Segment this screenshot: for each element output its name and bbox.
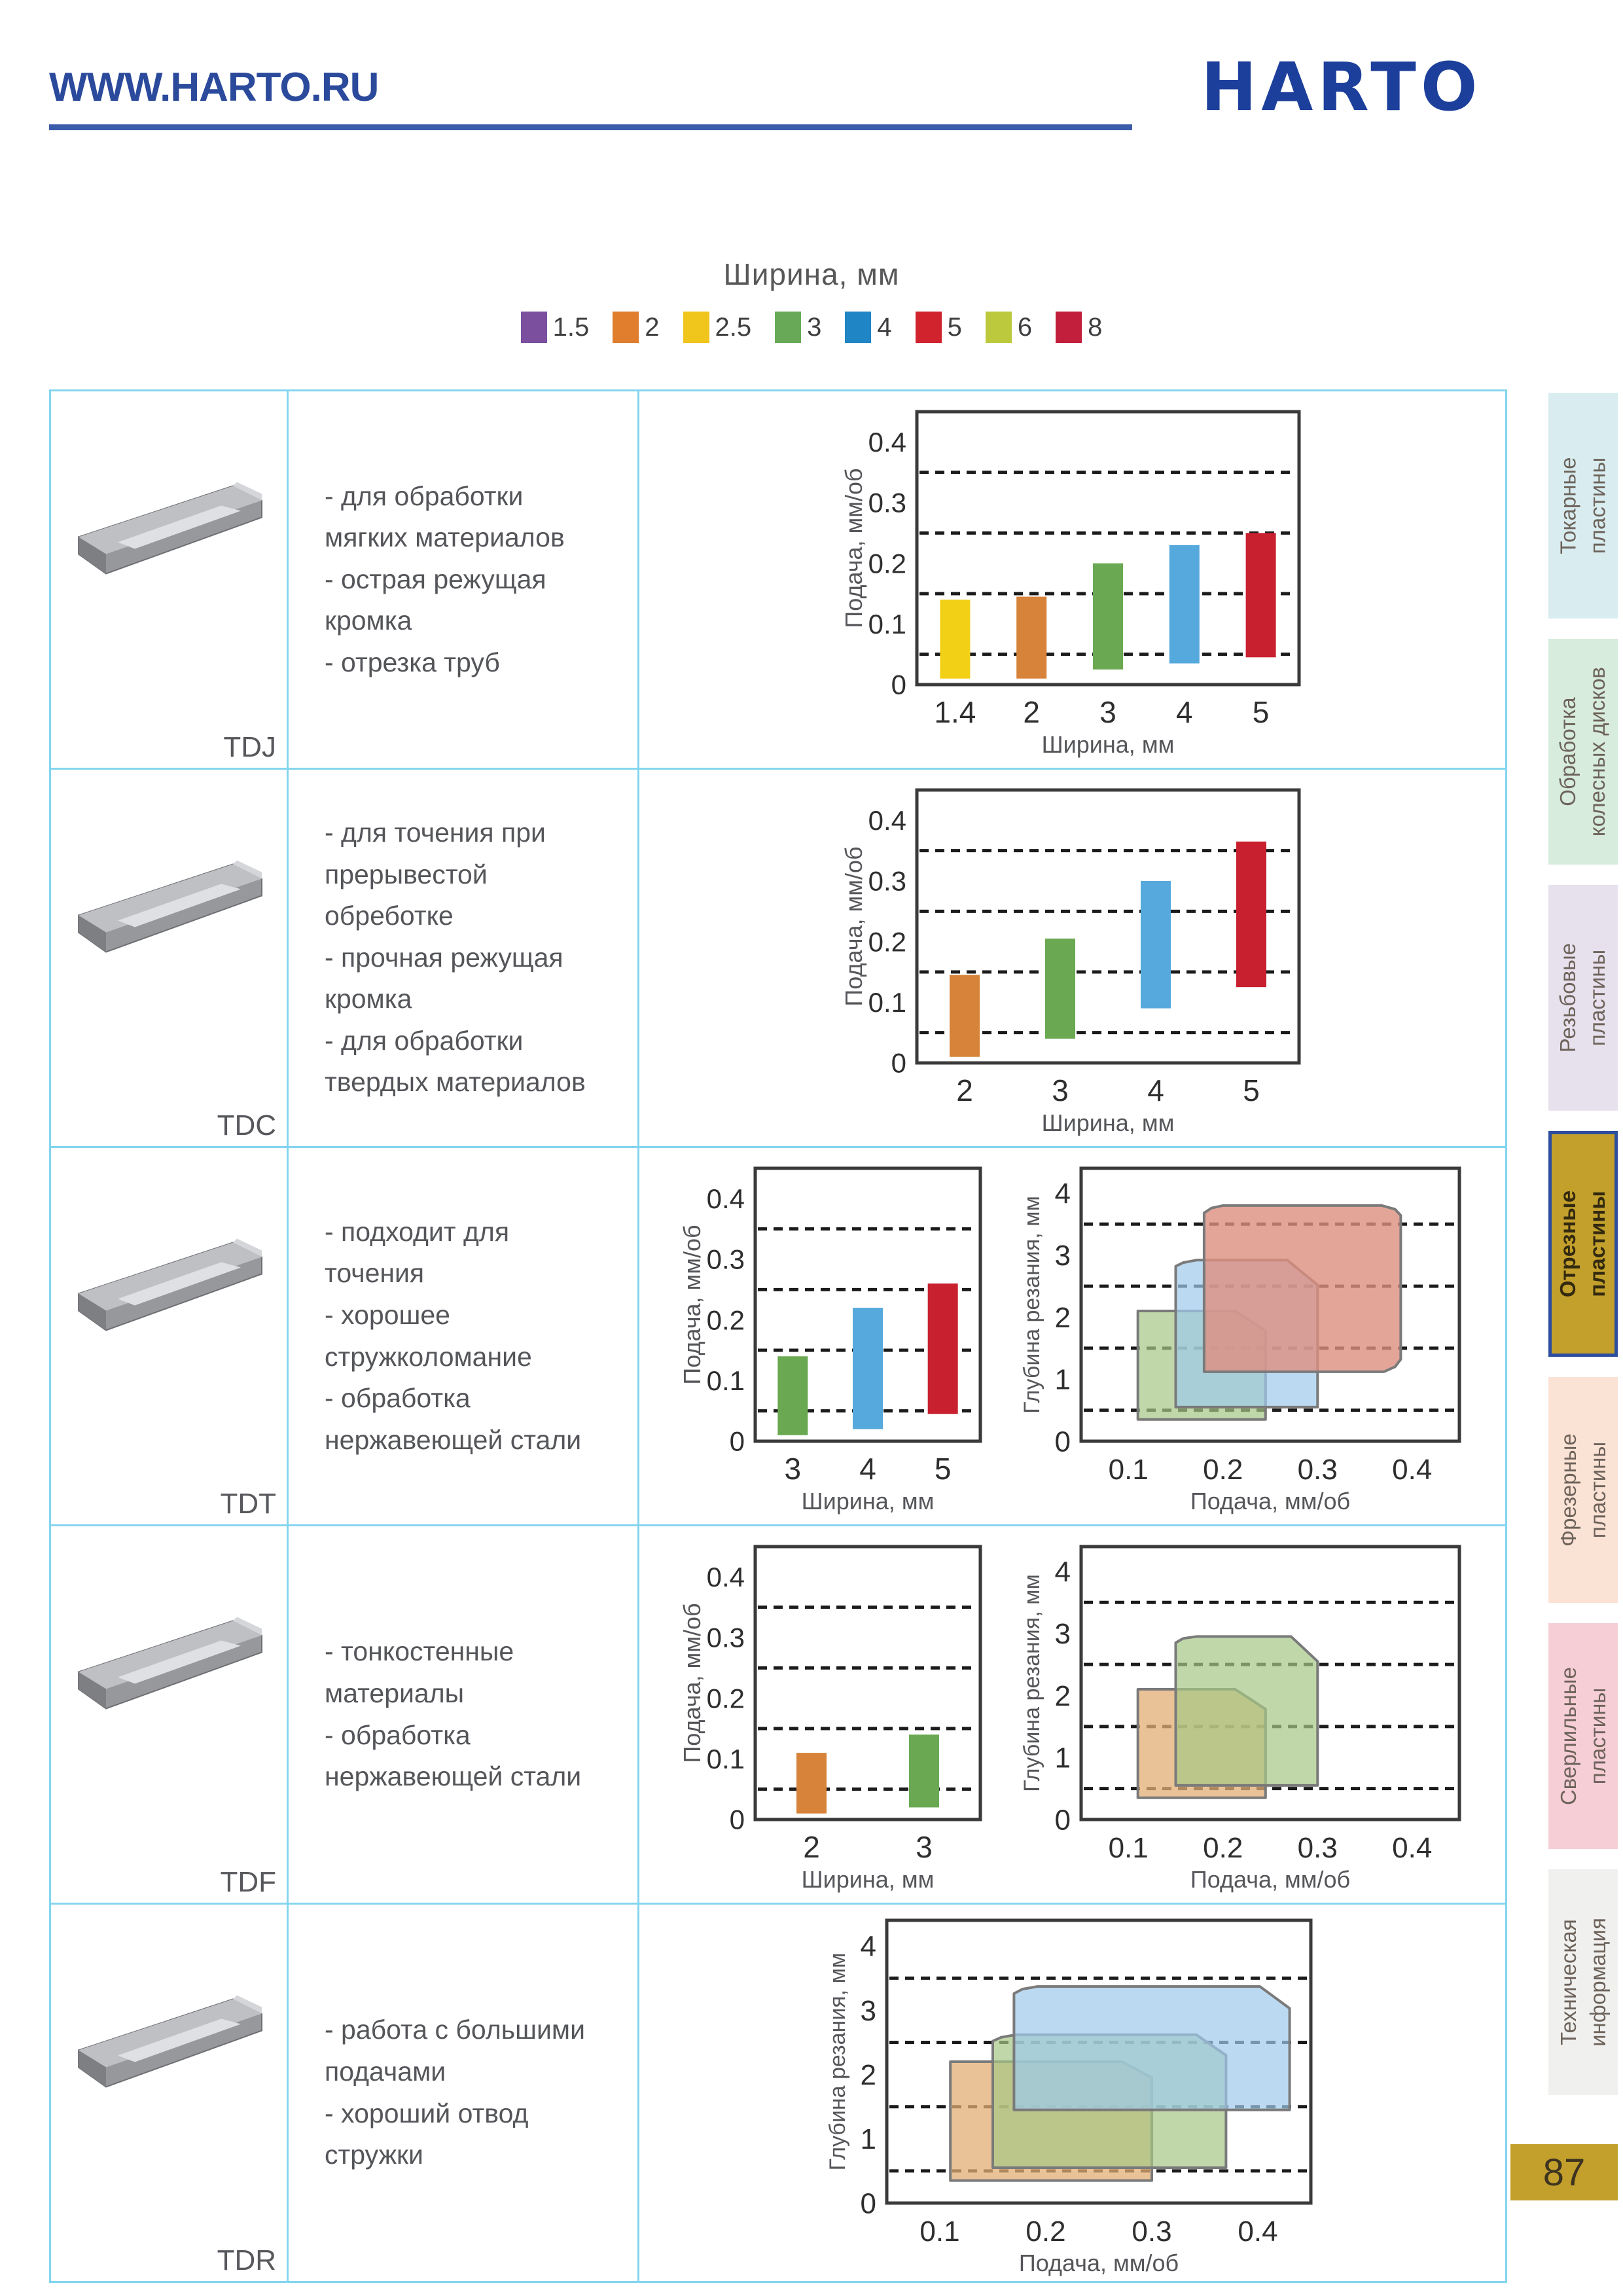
feature-list [325,1631,598,1797]
table-row-tdr [51,1905,1505,2281]
harto-logo: HARTO [1201,48,1482,126]
table-row-tdj [51,391,1505,770]
svg-text:3: 3 [915,1830,933,1864]
tdj-feed-width-chart [837,401,1308,758]
legend-swatch [521,312,547,343]
svg-text:0: 0 [729,1426,745,1457]
svg-text:3: 3 [1051,1073,1069,1107]
photo-cell [51,770,289,1146]
svg-text:0: 0 [891,1047,906,1079]
tdf-depth-feed-chart [1018,1536,1470,1893]
legend-label: 5 [947,312,962,342]
description-cell [289,1148,639,1524]
svg-text:0.4: 0.4 [706,1183,745,1215]
svg-text:0.4: 0.4 [1391,1832,1432,1864]
operating-region [1204,1206,1400,1372]
svg-text:Подача, мм/об: Подача, мм/об [1190,1866,1350,1893]
feature-line: - подходит для точения [325,1216,510,1289]
insert-code: TDC [217,1109,276,1141]
tdt-depth-feed-chart [1018,1158,1470,1515]
svg-text:3: 3 [860,1994,876,2027]
legend-item [521,312,590,343]
svg-text:0.2: 0.2 [1025,2215,1066,2248]
svg-text:4: 4 [860,1930,876,1963]
svg-text:0.1: 0.1 [868,987,906,1018]
photo-cell [51,1148,289,1524]
legend-title: Ширина, мм [723,257,900,291]
tab-label: пластины [1585,1191,1609,1297]
tab-label: пластины [1585,949,1609,1047]
insert-photo [72,475,268,590]
svg-text:1: 1 [860,2123,876,2155]
range-bar-5 [927,1283,957,1414]
svg-text:0: 0 [1054,1426,1071,1458]
svg-text:1.4: 1.4 [933,695,976,729]
svg-text:4: 4 [1147,1073,1164,1107]
svg-text:4: 4 [859,1452,876,1486]
charts-cell [639,770,1505,1146]
svg-text:2: 2 [860,2058,876,2091]
svg-text:Глубина резания, мм: Глубина резания, мм [1019,1196,1044,1414]
svg-text:Подача, мм/об: Подача, мм/об [678,1225,705,1385]
svg-text:Подача, мм/об: Подача, мм/об [1018,2249,1179,2276]
charts-cell [639,1905,1505,2281]
feature-line: - для точения при прерывестой обреботке [325,817,546,931]
svg-text:2: 2 [955,1073,973,1107]
tab-label: Фрезерные [1556,1433,1580,1547]
legend-swatch [613,312,639,343]
legend-item [986,312,1032,343]
insert-catalog-table [49,389,1507,2283]
tdc-feed-width-chart [837,780,1308,1136]
sidebar-tab-turning-inserts[interactable] [1548,393,1618,619]
svg-text:0.1: 0.1 [919,2215,960,2248]
legend-label: 2.5 [715,312,752,342]
range-bar-4 [1169,545,1199,664]
svg-text:0.3: 0.3 [1297,1454,1338,1486]
legend-item [613,312,659,343]
header-divider [49,124,1132,130]
insert-code: TDJ [223,731,276,763]
svg-text:0: 0 [1054,1804,1071,1837]
range-bar-3 [1045,939,1075,1039]
svg-text:0.4: 0.4 [868,427,906,458]
insert-code: TDF [220,1866,276,1898]
sidebar-tab-parting-inserts[interactable] [1548,1131,1618,1357]
svg-text:0.4: 0.4 [706,1562,745,1593]
feature-list [325,2009,598,2176]
feature-line: - тонкостенные материалы [325,1636,514,1708]
photo-cell [51,1526,289,1903]
sidebar-tab-drilling-inserts[interactable] [1548,1623,1618,1849]
tab-label: колесных дисков [1585,666,1610,837]
svg-text:Подача, мм/об: Подача, мм/об [840,468,867,628]
legend-swatch [1056,312,1082,343]
description-cell [289,770,639,1146]
tdt-feed-width-chart [675,1158,990,1515]
charts-cell [639,1526,1505,1903]
svg-text:Подача, мм/об: Подача, мм/об [1190,1488,1350,1515]
svg-text:1: 1 [1054,1742,1071,1774]
feature-line: - хорошее стружколомание [325,1299,532,1372]
feature-line: - обработка нержавеющей стали [325,1383,582,1455]
svg-text:0: 0 [860,2187,876,2219]
feature-list [325,476,598,684]
svg-text:0.1: 0.1 [1108,1454,1149,1486]
svg-text:0.2: 0.2 [706,1304,745,1336]
legend-item [1056,312,1102,343]
svg-text:3: 3 [1054,1618,1071,1651]
svg-text:Ширина, мм: Ширина, мм [1041,1109,1174,1136]
svg-text:0.4: 0.4 [868,805,906,836]
tab-label: пластины [1585,1687,1610,1785]
feature-list [325,812,598,1103]
feature-line: - для обработки мягких материалов [325,480,565,553]
svg-text:5: 5 [934,1452,951,1486]
svg-text:0.1: 0.1 [868,609,906,640]
legend-item [775,312,821,343]
sidebar-tab-milling-inserts[interactable] [1548,1377,1618,1603]
description-cell [289,1905,639,2281]
table-row-tdc [51,770,1505,1148]
table-row-tdt [51,1148,1505,1526]
svg-text:0.3: 0.3 [706,1244,745,1275]
operating-region [1014,1986,1289,2110]
feature-line: - хороший отвод стружки [325,2098,529,2170]
tab-label: Сверлильные [1556,1666,1580,1806]
legend-item [916,312,962,343]
svg-text:0.1: 0.1 [706,1744,745,1775]
sidebar-tab-threading-inserts[interactable] [1548,885,1618,1111]
legend-label: 8 [1088,312,1103,342]
description-cell [289,1526,639,1903]
legend-label: 3 [807,312,822,342]
width-legend [517,257,1106,343]
svg-text:2: 2 [1022,695,1040,729]
svg-text:4: 4 [1054,1177,1071,1210]
feature-line: - для обработки твердых материалов [325,1025,586,1098]
legend-item [683,312,752,343]
legend-swatch [986,312,1012,343]
svg-text:3: 3 [784,1452,801,1486]
svg-text:Глубина резания, мм: Глубина резания, мм [825,1952,850,2170]
svg-text:1: 1 [1054,1363,1071,1396]
insert-photo [72,1232,268,1346]
range-bar-2 [950,975,980,1057]
description-cell [289,391,639,768]
tab-label: пластины [1585,457,1610,554]
range-bar-5 [1236,842,1266,987]
svg-text:Глубина резания, мм: Глубина резания, мм [1019,1574,1044,1792]
svg-text:0.3: 0.3 [868,865,906,897]
charts-cell [639,1148,1505,1524]
tdf-feed-width-chart [675,1536,990,1893]
svg-text:0.3: 0.3 [868,487,906,518]
svg-text:0.2: 0.2 [706,1683,745,1714]
legend-label: 6 [1017,312,1033,342]
photo-cell [51,391,289,768]
svg-text:4: 4 [1054,1556,1071,1588]
legend-swatch [775,312,801,343]
tab-label: Отрезные [1556,1190,1580,1298]
range-bar-3 [909,1734,939,1807]
page-number-badge: 87 [1510,2144,1618,2200]
svg-text:0.2: 0.2 [1202,1454,1243,1486]
svg-text:0.2: 0.2 [868,926,906,958]
svg-text:2: 2 [1054,1301,1071,1334]
table-row-tdf [51,1526,1505,1905]
svg-text:3: 3 [1099,695,1116,729]
svg-text:Подача, мм/об: Подача, мм/об [840,846,867,1007]
svg-text:0.4: 0.4 [1391,1454,1432,1486]
svg-text:5: 5 [1242,1073,1260,1107]
range-bar-1.4 [940,600,970,678]
svg-text:Подача, мм/об: Подача, мм/об [678,1603,705,1763]
legend-swatch [916,312,942,343]
feature-line: - отрезка труб [325,647,500,677]
svg-text:Ширина, мм: Ширина, мм [801,1488,934,1515]
range-bar-3 [1093,564,1123,670]
svg-text:0.3: 0.3 [1297,1832,1338,1864]
range-bar-5 [1245,533,1275,657]
tab-label: Обработка [1556,697,1580,806]
legend-item [845,312,891,343]
svg-text:0: 0 [729,1804,745,1835]
range-bar-3 [777,1356,808,1435]
legend-swatch [845,312,871,343]
svg-text:0.1: 0.1 [706,1365,745,1397]
feature-line: - острая режущая кромка [325,564,546,636]
range-bar-4 [853,1308,883,1429]
svg-text:4: 4 [1175,695,1193,729]
svg-text:5: 5 [1252,695,1269,729]
legend-swatch [683,312,709,343]
insert-photo [72,853,268,968]
insert-code: TDR [217,2244,276,2276]
tab-label: информация [1585,1918,1610,2047]
sidebar-tab-wheel-disc-machining[interactable] [1548,639,1618,865]
svg-text:0.4: 0.4 [1237,2215,1278,2248]
tdr-depth-feed-chart [824,1910,1321,2276]
svg-text:0.3: 0.3 [706,1622,745,1653]
svg-text:0.1: 0.1 [1108,1832,1149,1864]
svg-text:0.2: 0.2 [1202,1832,1243,1864]
tab-label: Токарные [1556,457,1580,554]
feature-line: - работа с большими подачами [325,2015,585,2087]
tab-label: Резьбовые [1556,942,1580,1053]
svg-text:0.3: 0.3 [1131,2215,1172,2248]
svg-text:Ширина, мм: Ширина, мм [1041,731,1174,758]
feature-line: - обработка нержавеющей стали [325,1719,582,1792]
legend-label: 2 [645,312,660,342]
svg-text:0.2: 0.2 [868,548,906,579]
insert-photo [72,1610,268,1725]
site-url[interactable]: WWW.HARTO.RU [49,65,379,110]
svg-text:2: 2 [1054,1679,1071,1712]
tab-label: пластины [1585,1441,1609,1539]
legend-items [517,312,1106,343]
legend-label: 1.5 [552,312,590,342]
insert-code: TDT [220,1488,276,1520]
svg-text:2: 2 [802,1830,820,1864]
photo-cell [51,1905,289,2281]
range-bar-2 [796,1753,827,1814]
legend-label: 4 [877,312,892,342]
svg-text:0: 0 [891,669,906,700]
feature-line: - прочная режущая кромка [325,942,563,1014]
range-bar-4 [1141,881,1171,1009]
svg-text:Ширина, мм: Ширина, мм [801,1866,934,1893]
svg-text:3: 3 [1054,1240,1071,1272]
feature-list [325,1211,598,1461]
insert-photo [72,1988,268,2103]
range-bar-2 [1016,597,1046,679]
tab-label: Техническая [1556,1919,1580,2045]
operating-region [1175,1636,1317,1785]
sidebar-tab-technical-info[interactable] [1548,1869,1618,2095]
charts-cell [639,391,1505,768]
